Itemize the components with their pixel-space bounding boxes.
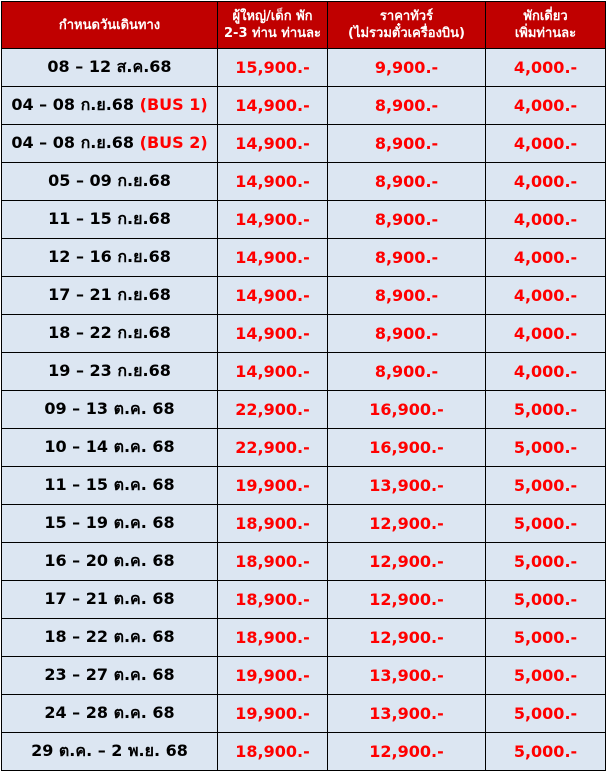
table-row <box>2 695 606 733</box>
table-row <box>2 505 606 543</box>
date-cell <box>2 429 218 467</box>
table-row <box>2 277 606 315</box>
date-text: 11 – 15 ก.ย.68 <box>48 209 171 228</box>
tour-price-cell: 9,900.- <box>328 49 486 87</box>
tour-price-cell: 12,900.- <box>328 619 486 657</box>
adult-price-cell: 14,900.- <box>218 239 328 277</box>
table-row <box>2 87 606 125</box>
single-supplement-cell: 4,000.- <box>486 239 606 277</box>
date-text: 19 – 23 ก.ย.68 <box>48 361 171 380</box>
bus-label: (BUS 1) <box>139 95 208 114</box>
tour-price-cell: 12,900.- <box>328 505 486 543</box>
single-supplement-cell: 4,000.- <box>486 201 606 239</box>
adult-price-cell: 22,900.- <box>218 391 328 429</box>
tour-price-cell: 12,900.- <box>328 733 486 771</box>
date-cell <box>2 657 218 695</box>
date-text: 29 ต.ค. – 2 พ.ย. 68 <box>31 741 188 760</box>
date-text: 18 – 22 ก.ย.68 <box>48 323 171 342</box>
single-supplement-cell: 5,000.- <box>486 505 606 543</box>
table-row <box>2 239 606 277</box>
single-supplement-cell: 5,000.- <box>486 619 606 657</box>
price-table <box>1 1 606 771</box>
tour-price-cell: 8,900.- <box>328 277 486 315</box>
header-row <box>2 2 606 49</box>
tour-price-cell: 8,900.- <box>328 239 486 277</box>
date-cell <box>2 49 218 87</box>
table-row <box>2 315 606 353</box>
date-text: 10 – 14 ต.ค. 68 <box>44 437 175 456</box>
date-cell <box>2 353 218 391</box>
single-supplement-cell: 4,000.- <box>486 125 606 163</box>
single-supplement-cell: 4,000.- <box>486 353 606 391</box>
date-text: 16 – 20 ต.ค. 68 <box>44 551 175 570</box>
single-supplement-cell: 5,000.- <box>486 581 606 619</box>
adult-price-cell: 14,900.- <box>218 315 328 353</box>
table-row <box>2 391 606 429</box>
adult-price-cell: 15,900.- <box>218 49 328 87</box>
date-text: 15 – 19 ต.ค. 68 <box>44 513 175 532</box>
adult-price-cell: 19,900.- <box>218 657 328 695</box>
header-tour-price: ราคาทัวร์ (ไม่รวมตั๋วเครื่องบิน) <box>328 2 486 49</box>
adult-price-cell: 14,900.- <box>218 353 328 391</box>
single-supplement-cell: 5,000.- <box>486 391 606 429</box>
date-cell <box>2 619 218 657</box>
date-text: 23 – 27 ต.ค. 68 <box>44 665 175 684</box>
single-supplement-cell: 5,000.- <box>486 543 606 581</box>
tour-price-cell: 8,900.- <box>328 353 486 391</box>
table-row <box>2 467 606 505</box>
bus-label: (BUS 2) <box>139 133 208 152</box>
tour-price-cell: 12,900.- <box>328 581 486 619</box>
date-text: 18 – 22 ต.ค. 68 <box>44 627 175 646</box>
tour-price-cell: 16,900.- <box>328 429 486 467</box>
tour-price-cell: 13,900.- <box>328 467 486 505</box>
single-supplement-cell: 5,000.- <box>486 733 606 771</box>
table-row <box>2 429 606 467</box>
date-text: 11 – 15 ต.ค. 68 <box>44 475 175 494</box>
table-row <box>2 49 606 87</box>
table-row <box>2 733 606 771</box>
adult-price-cell: 18,900.- <box>218 733 328 771</box>
date-text: 17 – 21 ต.ค. 68 <box>44 589 175 608</box>
adult-price-cell: 14,900.- <box>218 277 328 315</box>
tour-price-cell: 16,900.- <box>328 391 486 429</box>
single-supplement-cell: 5,000.- <box>486 657 606 695</box>
date-cell <box>2 581 218 619</box>
table-row <box>2 581 606 619</box>
single-supplement-cell: 4,000.- <box>486 49 606 87</box>
adult-price-cell: 18,900.- <box>218 505 328 543</box>
tour-price-cell: 13,900.- <box>328 657 486 695</box>
date-cell <box>2 125 218 163</box>
date-text: 05 – 09 ก.ย.68 <box>48 171 171 190</box>
date-cell <box>2 543 218 581</box>
adult-price-cell: 14,900.- <box>218 87 328 125</box>
single-supplement-cell: 5,000.- <box>486 467 606 505</box>
single-supplement-cell: 5,000.- <box>486 429 606 467</box>
adult-price-cell: 14,900.- <box>218 201 328 239</box>
table-row <box>2 201 606 239</box>
date-cell <box>2 201 218 239</box>
tour-price-cell: 8,900.- <box>328 201 486 239</box>
adult-price-cell: 18,900.- <box>218 581 328 619</box>
tour-price-cell: 8,900.- <box>328 163 486 201</box>
tour-price-cell: 12,900.- <box>328 543 486 581</box>
header-date: กำหนดวันเดินทาง <box>2 2 218 49</box>
date-text: 24 – 28 ต.ค. 68 <box>44 703 175 722</box>
date-cell <box>2 391 218 429</box>
table-row <box>2 353 606 391</box>
table-row <box>2 619 606 657</box>
adult-price-cell: 14,900.- <box>218 163 328 201</box>
adult-price-cell: 18,900.- <box>218 619 328 657</box>
header-single-supplement: พักเดี่ยว เพิ่มท่านละ <box>486 2 606 49</box>
date-text: 12 – 16 ก.ย.68 <box>48 247 171 266</box>
single-supplement-cell: 5,000.- <box>486 695 606 733</box>
date-cell <box>2 163 218 201</box>
tour-price-cell: 8,900.- <box>328 87 486 125</box>
adult-price-cell: 18,900.- <box>218 543 328 581</box>
single-supplement-cell: 4,000.- <box>486 277 606 315</box>
single-supplement-cell: 4,000.- <box>486 315 606 353</box>
date-text: 09 – 13 ต.ค. 68 <box>44 399 175 418</box>
date-cell <box>2 733 218 771</box>
date-cell <box>2 277 218 315</box>
date-cell <box>2 87 218 125</box>
single-supplement-cell: 4,000.- <box>486 87 606 125</box>
adult-price-cell: 22,900.- <box>218 429 328 467</box>
tour-price-cell: 8,900.- <box>328 315 486 353</box>
adult-price-cell: 19,900.- <box>218 695 328 733</box>
tour-price-cell: 13,900.- <box>328 695 486 733</box>
date-cell <box>2 239 218 277</box>
date-text: 17 – 21 ก.ย.68 <box>48 285 171 304</box>
table-row <box>2 125 606 163</box>
date-cell <box>2 467 218 505</box>
header-adult-price: ผู้ใหญ่/เด็ก พัก 2-3 ท่าน ท่านละ <box>218 2 328 49</box>
date-text: 08 – 12 ส.ค.68 <box>47 57 172 76</box>
adult-price-cell: 14,900.- <box>218 125 328 163</box>
date-cell <box>2 315 218 353</box>
date-text: 04 – 08 ก.ย.68 <box>11 95 140 114</box>
table-row <box>2 163 606 201</box>
table-row <box>2 657 606 695</box>
date-text: 04 – 08 ก.ย.68 <box>11 133 140 152</box>
tour-price-cell: 8,900.- <box>328 125 486 163</box>
table-row <box>2 543 606 581</box>
adult-price-cell: 19,900.- <box>218 467 328 505</box>
date-cell <box>2 505 218 543</box>
single-supplement-cell: 4,000.- <box>486 163 606 201</box>
date-cell <box>2 695 218 733</box>
